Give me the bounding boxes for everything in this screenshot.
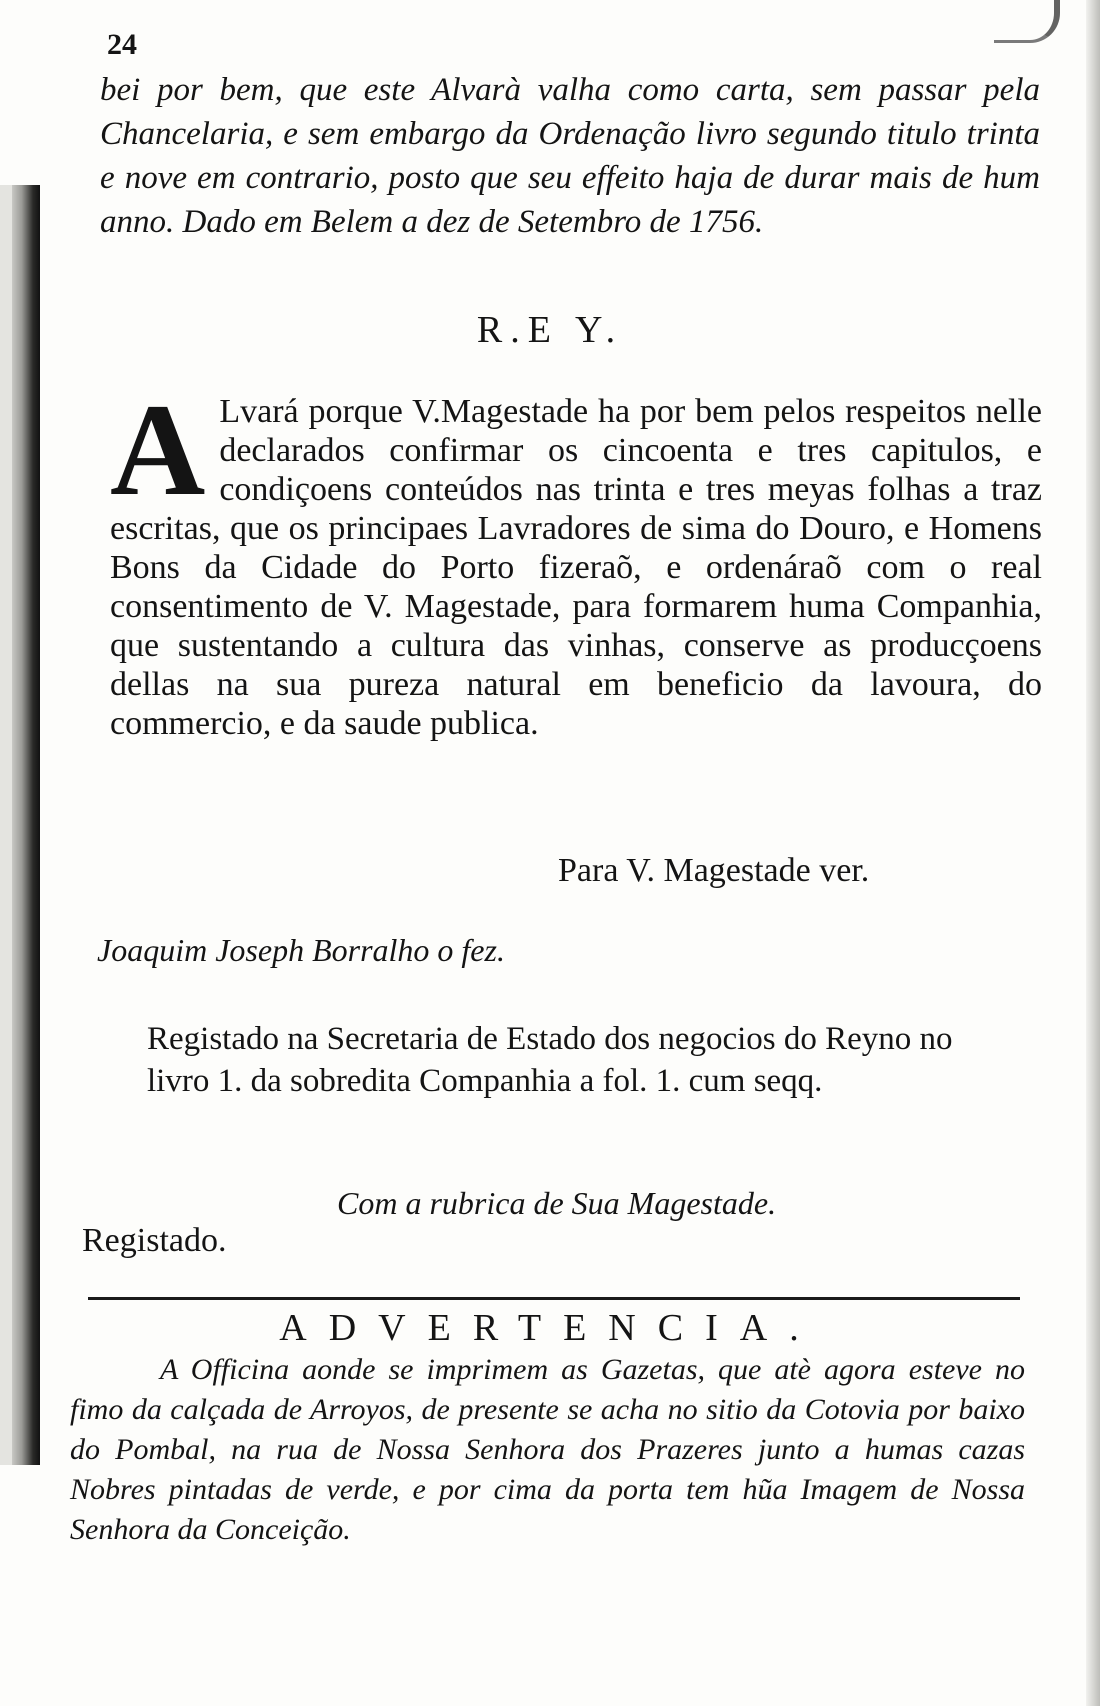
advertencia-body — [70, 1350, 1025, 1550]
registration-note: Registado na Secretaria de Estado dos negocios do Reyno no livro 1. da sobredita Companhia a fol. 1. cum seqq. — [147, 1021, 953, 1099]
registado-label: Registado. — [82, 1222, 227, 1259]
scribe-signature: Joaquim Joseph Borralho o fez. — [97, 932, 505, 968]
alvara-paragraph — [110, 376, 1042, 743]
para-ver-line: Para V. Magestade ver. — [558, 852, 870, 889]
ink-mark — [994, 0, 1060, 43]
binding-shadow — [12, 185, 40, 1465]
rey-heading: R.E Y. — [476, 309, 624, 351]
opening-text: bei por bem, que este Alvarà valha como carta, sem passar pela Chancelaria, e sem embargo da Ordenação livro segundo titulo trinta e nove em contrario, posto que seu effeito haja de durar mais de hum anno. Dado em Belem a dez de Setembro de 1756. — [100, 72, 1040, 240]
page-right-edge — [1086, 0, 1100, 1706]
page-number: 24 — [107, 28, 137, 61]
advertencia-heading: ADVERTENCIA. — [279, 1307, 821, 1349]
drop-cap: A — [110, 376, 206, 523]
royal-rubric-note: Com a rubrica de Sua Magestade. — [337, 1185, 777, 1221]
section-divider — [88, 1297, 1020, 1300]
advertencia-text: A Officina aonde se imprimem as Gazetas, que atè agora esteve no fimo da calçada de Arroyos, de presente se acha no sitio da Cotovia por baixo do Pombal, na rua de Nossa Senhora dos Prazeres junto a humas cazas Nobres pintadas de verde, e por cima da porta tem hũa Imagem de Nossa Senhora da Conceição. — [70, 1353, 1025, 1546]
opening-paragraph — [100, 68, 1040, 244]
alvara-text: Lvará porque V.Magestade ha por bem pelos respeitos nelle declarados confirmar os cincoenta e tres capitulos, e condiçoens conteúdos nas trinta e tres meyas folhas a traz escritas, que os principaes Lavradores de sima do Douro, e Homens Bons da Cidade do Porto fizeraõ, e ordenáraõ com o real consentimento de V. Magestade, para formarem huma Companhia, que sustentando a cultura das vinhas, conserve as producçoens dellas na sua pureza natural em beneficio da lavoura, do commercio, e da saude publica. — [110, 393, 1042, 742]
